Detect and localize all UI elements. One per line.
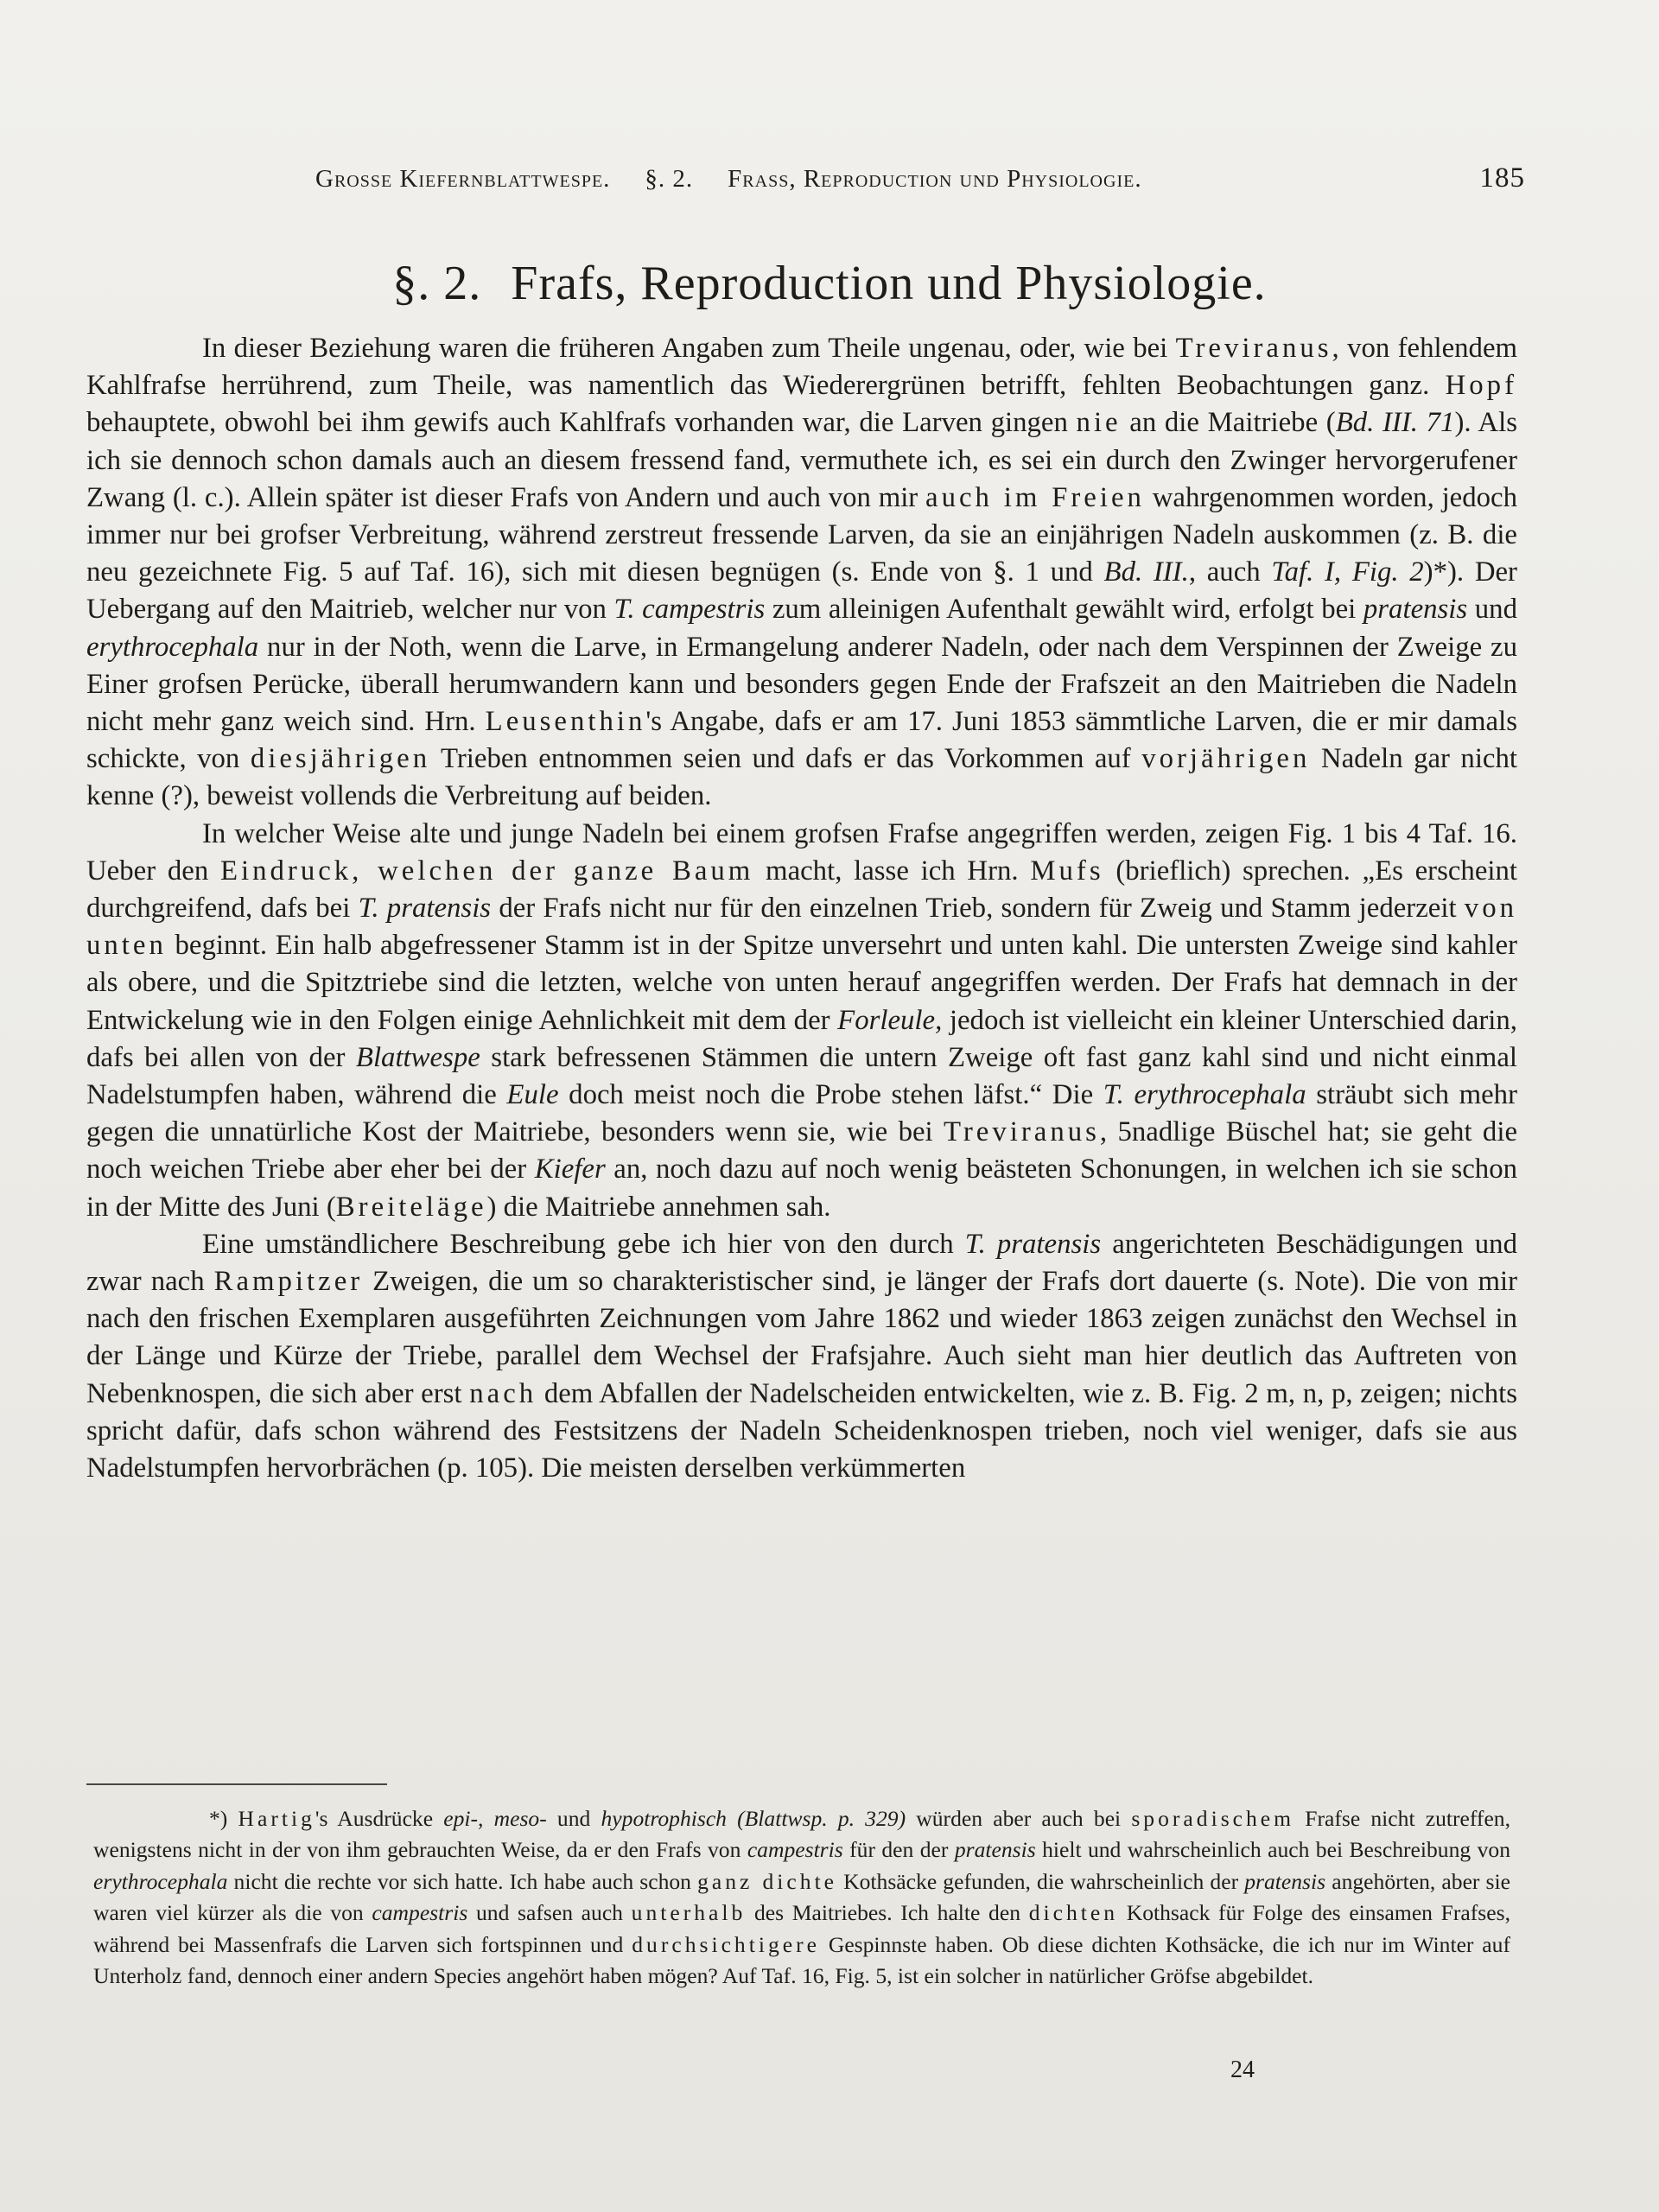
- text-run: und: [1467, 594, 1517, 626]
- text-run: nur in der Noth, wenn die Larve, in Ermangelung anderer Nadeln, oder nach dem Verspinnen der Zweige zu Einer grofsen Perücke, überall herumwandern kann und besonders gegen Ende der Frafszeit an den Maitrieben die Nadeln nicht mehr ganz weich sind. Hrn.: [86, 631, 1517, 738]
- species-name: pratensis: [1363, 594, 1468, 626]
- text-run: 's Ausdrücke: [315, 1806, 444, 1831]
- text-run: hielt und wahrscheinlich auch bei Beschreibung von: [1035, 1837, 1510, 1863]
- text-run: stark befressenen Stämmen die untern Zweige oft fast ganz kahl sind und nicht einmal Nadelstumpfen haben, während die: [86, 1041, 1517, 1111]
- text-run: ). Als ich sie dennoch schon damals auch an diesem fressend fand, vermuthete ich, es sei ein durch den Zwinger hervorgerufener Zwang (l. c.). Allein später ist dieser Frafs von Andern und auch von mir: [86, 407, 1517, 513]
- text-run: , 5nadlige Büschel hat; sie geht die noch weichen Triebe aber eher bei der: [86, 1116, 1517, 1185]
- text-run: des Maitriebes. Ich halte den: [746, 1900, 1029, 1926]
- author-name: Hopf: [1445, 370, 1517, 402]
- text-run: beginnt. Ein halb abgefressener Stamm ist in der Spitze unversehrt und unten kahl. Die untersten Zweige sind kahler als obere, und die Spitztriebe sind die letzten, welche von unten herauf angegriffen werden. Der Frafs hat demnach in der Entwickelung wie in den Folgen einige Aehnlichkeit mit dem der: [86, 930, 1517, 1036]
- text-run: der Frafs nicht nur für den einzelnen Trieb, sondern für Zweig und Stamm jederzeit: [491, 893, 1465, 925]
- reference: Bd. III. 71: [1335, 407, 1455, 439]
- text-run: dem Abfallen der Nadelscheiden entwickelten, wie z. B. Fig. 2 m, n, p, zeigen; nichts spricht dafür, dafs schon während des Festsitzens der Nadeln Scheidenknospen trieben, noch viel weniger, dafs sie aus Nadelstumpfen hervorbrächen (p. 105). Die meisten derselben verkümmerten: [86, 1377, 1517, 1484]
- text-run: behauptete, obwohl bei ihm gewifs auch Kahlfrafs vorhanden war, die Larven gingen: [86, 407, 1077, 439]
- author-name: Mufs: [1030, 855, 1104, 887]
- text-run: *): [209, 1806, 238, 1831]
- section-mark: §. 2.: [392, 257, 482, 310]
- emphasis: nie: [1076, 407, 1122, 439]
- footnote-rule: [86, 1783, 387, 1785]
- text-run: ) die Maitriebe annehmen sah.: [486, 1191, 831, 1223]
- emphasis: unterhalb: [631, 1900, 747, 1926]
- paragraph-3: [86, 1226, 1517, 1487]
- paragraph-2: [86, 816, 1517, 1226]
- reference: hypotrophisch (Blattwsp. p. 329): [601, 1806, 906, 1831]
- text-run: Kothsack für Folge des einsamen Frafses, während bei Massenfrafs die Larven sich fortspinnen und: [93, 1900, 1510, 1957]
- footnote: [93, 1803, 1510, 1992]
- text-run: an, noch dazu auf noch wenig beästeten Schonungen, in welchen ich sie schon in der Mitte des Juni (: [86, 1154, 1517, 1223]
- text-run: würden aber auch bei: [906, 1806, 1132, 1831]
- text-run: Trieben entnommen seien und dafs er das Vorkommen auf: [430, 743, 1142, 775]
- text-run: )*). Der Uebergang auf den Maitrieb, welcher nur von: [86, 556, 1517, 626]
- emphasis: durchsichtigere: [632, 1931, 820, 1957]
- reference: Taf. I, Fig. 2: [1271, 556, 1424, 588]
- section-heading: Frafs, Reproduction und Physiologie.: [511, 257, 1267, 310]
- body-text: [86, 330, 1517, 1487]
- author-name: Treviranus: [1175, 333, 1332, 364]
- section-title: [0, 256, 1659, 311]
- running-header-subject: Frass, Reproduction und Physiologie.: [728, 165, 1142, 193]
- text-run: Zweigen, die um so charakteristischer sind, je länger der Frafs dort dauerte (s. Note). Die von mir nach den frischen Exemplaren ausgeführten Zeichnungen vom Jahre 1862 und wieder 1863 zeigen zunächst den Wechsel in der Länge und Kürze der Triebe, parallel dem Wechsel der Frafsjahre. Auch sieht man hier deutlich das Auftreten von Nebenknospen, die sich aber erst: [86, 1266, 1518, 1409]
- running-header-title: Grosse Kiefernblattwespe.: [315, 165, 611, 193]
- text-run: nicht die rechte vor sich hatte. Ich habe auch schon: [227, 1868, 698, 1894]
- text-run: In welcher Weise alte und junge Nadeln bei einem grofsen Frafse angegriffen werden, zeigen Fig. 1 bis 4 Taf. 16. Ueber den: [86, 817, 1517, 887]
- text-run: In dieser Beziehung waren die früheren Angaben zum Theile ungenau, oder, wie bei: [202, 333, 1176, 364]
- text-run: doch meist noch die Probe stehen läfst.“ Die: [558, 1079, 1103, 1111]
- text-run: (brieflich) sprechen. „Es erscheint durchgreifend, dafs bei: [86, 855, 1518, 925]
- place-name: Breiteläge: [335, 1191, 487, 1223]
- emphasis: von unten: [86, 893, 1517, 962]
- text-run: und safsen auch: [467, 1900, 632, 1926]
- text-run: Frafse nicht zutreffen, wenigstens nicht in der von ihm gebrauchten Weise, da er den Frafs von: [93, 1806, 1511, 1863]
- species-name: erythrocephala: [86, 631, 259, 663]
- text-run: angerichteten Beschädigungen und zwar nach: [86, 1228, 1517, 1298]
- species-name: T. pratensis: [358, 893, 492, 925]
- emphasis: sporadischem: [1131, 1806, 1295, 1831]
- text-run: jedoch ist vielleicht ein kleiner Unterschied darin, dafs bei allen von der: [86, 1004, 1518, 1073]
- text-run: , auch: [1188, 556, 1272, 588]
- reference: Bd. III.: [1103, 556, 1189, 588]
- text-run: und: [546, 1806, 601, 1831]
- species-name: campestris: [747, 1837, 843, 1863]
- species-name: campestris: [372, 1900, 468, 1926]
- species-name: pratensis: [954, 1837, 1036, 1863]
- emphasis: diesjährigen: [250, 743, 431, 775]
- text-run: macht, lasse ich Hrn.: [753, 855, 1031, 887]
- emphasis: vorjährigen: [1141, 743, 1311, 775]
- text-run: Gespinnste haben. Ob diese dichten Kothsäcke, die ich nur im Winter auf Unterholz fand, dennoch einer andern Species angehört haben mögen? Auf Taf. 16, Fig. 5, ist ein solcher in natürlicher Gröfse abgebildet.: [93, 1931, 1510, 1989]
- text-run: 's Angabe, dafs er am 17. Juni 1853 sämmtliche Larven, die er mir damals schickte, von: [86, 706, 1517, 775]
- emphasis: dichten: [1028, 1900, 1119, 1926]
- species-name: T. erythrocephala: [1103, 1079, 1306, 1111]
- term: epi-, meso-: [443, 1806, 547, 1831]
- text-run: , von fehlendem Kahlfrafse herrührend, zum Theile, was namentlich das Wiederergrünen betrifft, fehlten Beobachtungen ganz.: [86, 333, 1518, 402]
- species-name: Kiefer: [534, 1154, 606, 1185]
- running-header: [315, 162, 1525, 194]
- text-run: für den der: [842, 1837, 955, 1863]
- text-run: sträubt sich mehr gegen die unnatürliche Kost der Maitriebe, besonders wenn sie, wie bei: [86, 1079, 1517, 1148]
- species-name: Forleule,: [837, 1004, 943, 1036]
- emphasis: nach: [469, 1377, 537, 1409]
- species-name: Eule: [506, 1079, 559, 1111]
- text-run: an die Maitriebe (: [1121, 407, 1336, 439]
- text-run: Nadeln gar nicht kenne (?), beweist vollends die Verbreitung auf beiden.: [86, 743, 1518, 812]
- paragraph-1: [86, 330, 1517, 816]
- text-run: zum alleinigen Aufenthalt gewählt wird, erfolgt bei: [765, 594, 1363, 626]
- text-run: angehörten, aber sie waren viel kürzer als die von: [93, 1868, 1510, 1926]
- author-name: Treviranus: [944, 1116, 1100, 1148]
- running-header-section: §. 2.: [645, 165, 694, 193]
- page-number: 185: [1479, 162, 1525, 194]
- species-name: erythrocephala: [93, 1868, 228, 1894]
- text-run: Eine umständlichere Beschreibung gebe ich hier von den durch: [202, 1228, 965, 1260]
- species-name: Blattwespe: [355, 1041, 480, 1073]
- author-name: Hartig: [238, 1806, 315, 1831]
- text-run: wahrgenommen worden, jedoch immer nur bei grofser Verbreitung, während zerstreut fressende Larven, da sie an einjährigen Nadeln auskommen (z. B. die neu gezeichnete Fig. 5 auf Taf. 16), sich mit diesen begnügen (s. Ende von §. 1 und: [86, 481, 1517, 588]
- species-name: T. pratensis: [964, 1228, 1102, 1260]
- species-name: pratensis: [1244, 1868, 1326, 1894]
- emphasis: ganz dichte: [697, 1868, 838, 1894]
- species-name: T. campestris: [613, 594, 766, 626]
- emphasis: Eindruck, welchen der ganze Baum: [219, 855, 754, 887]
- signature-mark: 24: [1230, 2056, 1255, 2083]
- text-run: Kothsäcke gefunden, die wahrscheinlich der: [837, 1868, 1245, 1894]
- footnote-text: [93, 1803, 1510, 1992]
- emphasis: auch im Freien: [925, 481, 1145, 513]
- place-name: Rampitzer: [213, 1266, 364, 1298]
- author-name: Leusenthin: [485, 706, 646, 738]
